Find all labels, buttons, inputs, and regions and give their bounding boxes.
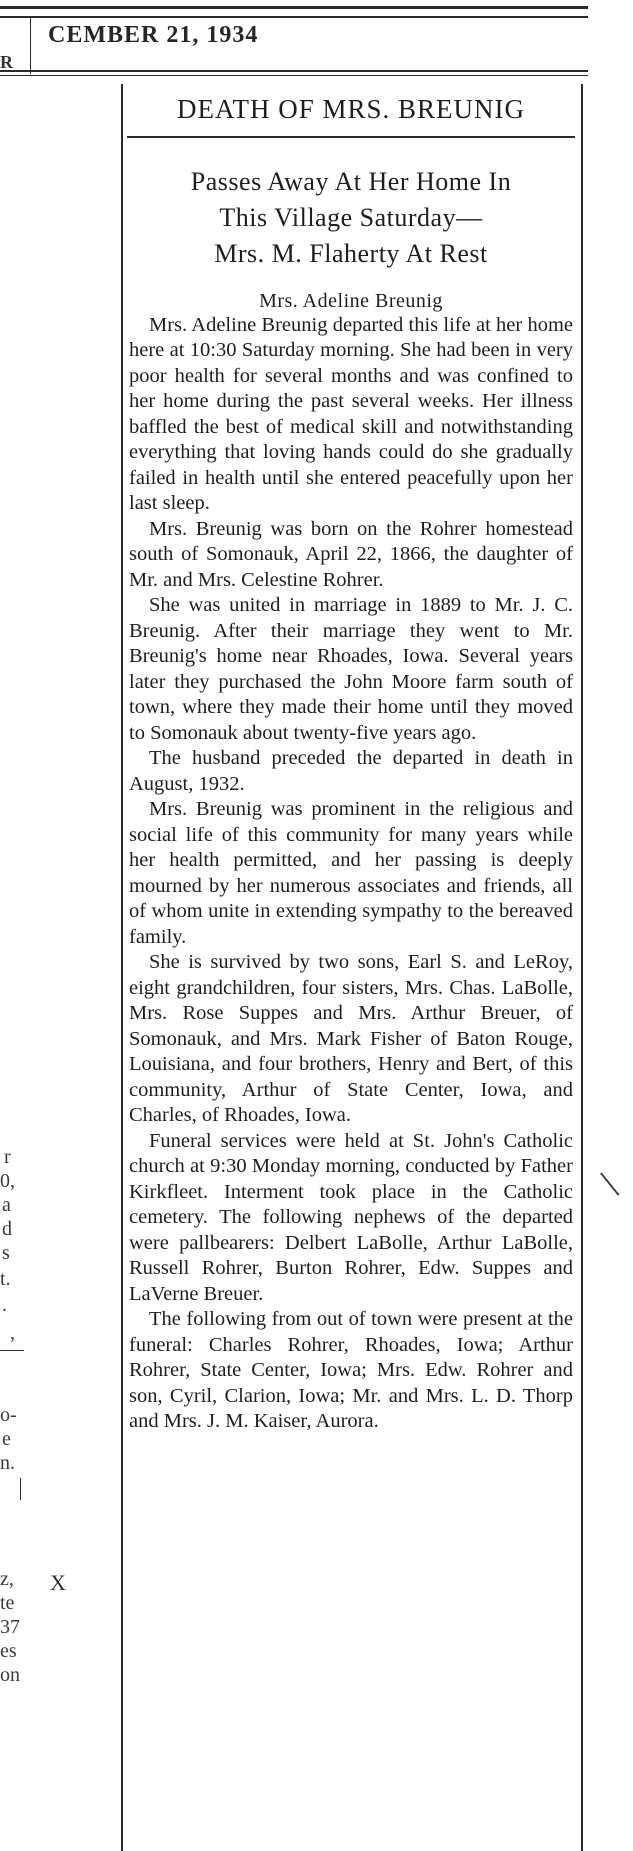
article-column xyxy=(127,84,575,1435)
dateline: CEMBER 21, 1934 xyxy=(48,22,259,48)
neighbor-fragment: , xyxy=(10,1322,15,1344)
handwritten-x-mark: X xyxy=(50,1570,66,1595)
edge-letter: R xyxy=(0,52,13,72)
dateline-bottom-rule-2 xyxy=(0,75,588,76)
neighbor-rule xyxy=(0,1350,24,1351)
neighbor-fragment: 37 xyxy=(0,1616,20,1638)
article-byline: Mrs. Adeline Breunig xyxy=(259,289,443,312)
article-paragraph: Funeral services were held at St. John's Catholic church at 9:30 Monday morning, conducted by Father Kirkfleet. Interment took place in the Catholic cemetery. The following nephews of the departed were pallbearers: Delbert LaBolle, Arthur LaBolle, Russell Rohrer, Burton Rohrer, Edw. Suppes and LaVerne Breuer. xyxy=(129,1129,573,1305)
neighbor-fragment: es xyxy=(0,1640,17,1662)
article-paragraph: Mrs. Breunig was prominent in the religious and social life of this community for many years while her health permitted, and her passing is deeply mourned by her numerous associates and friends, all of whom unite in extending sympathy to the bereaved family. xyxy=(129,798,573,948)
article-subhead xyxy=(127,164,575,272)
dateline-bottom-rule xyxy=(0,70,588,72)
neighbor-fragment: d xyxy=(2,1218,12,1240)
neighbor-fragment: s xyxy=(2,1242,10,1264)
article-paragraph: Mrs. Breunig was born on the Rohrer homestead south of Somonauk, April 22, 1866, the daughter of Mr. and Mrs. Celestine Rohrer. xyxy=(129,517,573,591)
column-rule-left xyxy=(121,84,123,1851)
article-paragraph: She was united in marriage in 1889 to Mr. J. C. Breunig. After their marriage they went to Mr. Breunig's home near Rhoades, Iowa. Several years later they purchased the John Moore farm south of town, where they made their home until they moved to Somonauk about twenty-five years ago. xyxy=(129,594,573,744)
subhead-line: Passes Away At Her Home In xyxy=(190,166,512,196)
outer-rule-left xyxy=(30,18,31,74)
neighbor-fragment: e xyxy=(2,1428,11,1450)
neighbor-fragment: 0, xyxy=(0,1170,15,1192)
subhead-line: Mrs. M. Flaherty At Rest xyxy=(214,238,488,268)
dateline-top-rule xyxy=(0,16,588,18)
article-paragraph: Mrs. Adeline Breunig departed this life at her home here at 10:30 Saturday morning. She had been in very poor health for several months and was confined to her home during the past several weeks. Her illness baffled the best of medical skill and notwithstanding everything that loving hands could do she gradually failed in health until she entered peacefully upon her last sleep. xyxy=(129,313,573,514)
neighbor-fragment: . xyxy=(2,1294,7,1316)
neighbor-fragment: on xyxy=(0,1664,20,1686)
neighbor-fragment: t. xyxy=(0,1268,11,1290)
neighbor-fragment: a xyxy=(2,1194,11,1216)
headline-rule xyxy=(127,136,575,138)
neighbor-fragment: r xyxy=(4,1146,11,1168)
article-headline: DEATH OF MRS. BREUNIG xyxy=(176,94,526,124)
subhead-line: This Village Saturday— xyxy=(219,202,483,232)
neighbor-fragment: n. xyxy=(0,1452,15,1474)
neighbor-rule xyxy=(20,1478,21,1500)
top-rule xyxy=(0,6,588,9)
article-paragraph: The husband preceded the departed in death in August, 1932. xyxy=(129,747,573,795)
article-paragraph: The following from out of town were present at the funeral: Charles Rohrer, Rhoades, Iowa; Arthur Rohrer, State Center, Iowa; Mrs. Edw. Rohrer and son, Cyril, Clarion, Iowa; Mr. and Mrs. L. D. Thorp and Mrs. J. M. Kaiser, Aurora. xyxy=(129,1308,573,1432)
handwritten-check-mark: \ xyxy=(596,1160,623,1207)
neighbor-fragment: te xyxy=(0,1592,15,1614)
column-rule-right xyxy=(581,84,583,1851)
neighbor-fragment: o- xyxy=(0,1404,17,1426)
article-paragraph: She is survived by two sons, Earl S. and LeRoy, eight grandchildren, four sisters, Mrs. Chas. LaBolle, Mrs. Rose Suppes and Mrs. Arthur Breuer, of Somonauk, and Mrs. Mark Fisher of Baton Rouge, Louisiana, and four brothers, Henry and Bert, of this community, Arthur of State Center, Iowa, and Charles, of Rhoades, Iowa. xyxy=(129,951,573,1126)
neighbor-fragment: z, xyxy=(0,1568,14,1590)
